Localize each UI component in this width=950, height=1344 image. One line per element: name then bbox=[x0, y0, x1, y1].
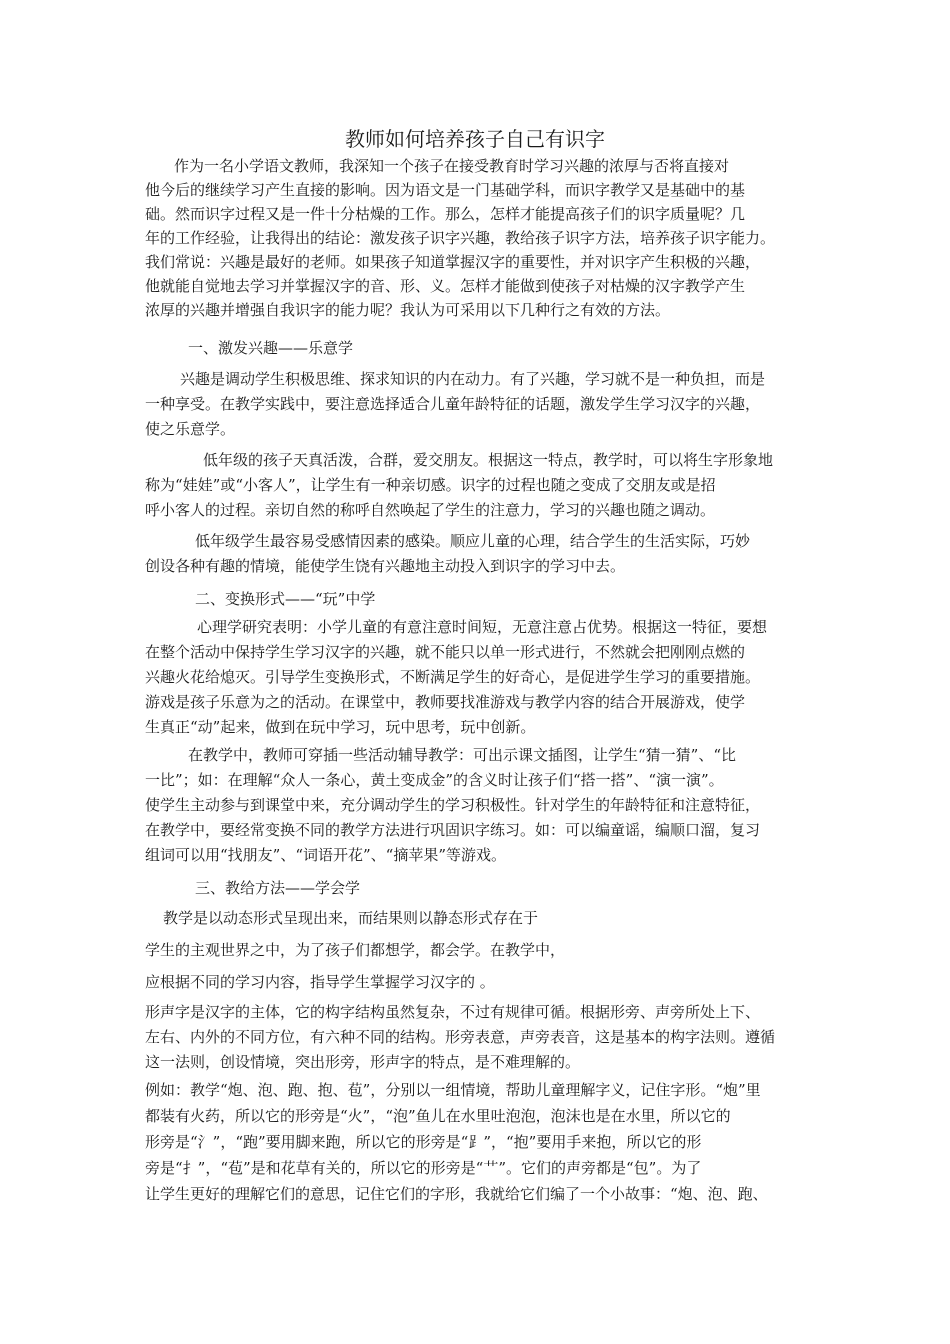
document-title: 教师如何培养孩子自己有识字 bbox=[345, 127, 605, 151]
text-line: 旁是“扌”，“苞”是和花草有关的，所以它的形旁是“艹”。它们的声旁都是“包”。为了 bbox=[145, 1159, 702, 1177]
text-line: 形旁是“氵”，“跑”要用脚来跑，所以它的形旁是“⻊”，“抱”要用手来抱，所以它的形 bbox=[145, 1133, 702, 1151]
text-line: 础。然而识字过程又是一件十分枯燥的工作。那么，怎样才能提高孩子们的识字质量呢？几 bbox=[145, 205, 746, 223]
text-line: 我们常说：兴趣是最好的老师。如果孩子知道掌握汉字的重要性，并对识字产生积极的兴趣， bbox=[145, 253, 761, 271]
section-heading-3 bbox=[145, 876, 819, 900]
text-line: 这一法则，创设情境，突出形旁，形声字的特点，是不难理解的。 bbox=[145, 1053, 581, 1071]
text-line: 让学生更好的理解它们的意思，记住它们的字形，我就给它们编了一个小故事：“炮、泡、跑、 bbox=[145, 1185, 768, 1203]
heading-text: 三、教给方法——学会学 bbox=[195, 879, 361, 897]
text-line: 在教学中，要经常变换不同的教学方法进行巩固识字练习。如：可以编童谣，编顺口溜，复习 bbox=[145, 821, 761, 839]
section3-line-b bbox=[145, 938, 819, 962]
text-line: 应根据不同的学习内容，指导学生掌握学习汉字的 。 bbox=[145, 973, 495, 991]
heading-text: 二、变换形式——“玩”中学 bbox=[195, 590, 376, 608]
section2-paragraph-1 bbox=[145, 615, 819, 740]
section1-paragraph-3 bbox=[145, 529, 819, 579]
text-line: 形声字是汉字的主体，它的构字结构虽然复杂，不过有规律可循。根据形旁、声旁所处上下、 bbox=[145, 1003, 761, 1021]
text-line: 在教学中，教师可穿插一些活动辅导教学：可出示课文插图，让学生“猜一猜”、“比 bbox=[188, 746, 737, 764]
text-line: 低年级学生最容易受感情因素的感染。顺应儿童的心理，结合学生的生活实际，巧妙 bbox=[195, 532, 751, 550]
text-line: 他就能自觉地去学习并掌握汉字的音、形、义。怎样才能做到使孩子对枯燥的汉字教学产生 bbox=[145, 277, 746, 295]
heading-text: 一、激发兴趣——乐意学 bbox=[188, 339, 354, 357]
text-line: 作为一名小学语文教师，我深知一个孩子在接受教育时学习兴趣的浓厚与否将直接对 bbox=[174, 157, 730, 175]
intro-paragraph bbox=[145, 154, 819, 322]
text-line: 教学是以动态形式呈现出来，而结果则以静态形式存在于 bbox=[163, 909, 539, 927]
text-line: 组词可以用“找朋友”、“词语开花”、“摘苹果”等游戏。 bbox=[145, 846, 507, 864]
text-line: 在整个活动中保持学生学习汉字的兴趣，就不能只以单一形式进行，不然就会把刚刚点燃的 bbox=[145, 643, 746, 661]
text-line: 兴趣是调动学生积极思维、探求知识的内在动力。有了兴趣，学习就不是一种负担，而是 bbox=[180, 370, 766, 388]
section1-paragraph-1 bbox=[145, 367, 819, 442]
text-line: 学生的主观世界之中，为了孩子们都想学，都会学。在教学中， bbox=[145, 941, 566, 959]
text-line: 都装有火药，所以它的形旁是“火”，“泡”鱼儿在水里吐泡泡，泡沫也是在水里，所以它的 bbox=[145, 1107, 731, 1125]
section-heading-2 bbox=[145, 587, 819, 611]
text-line: 心理学研究表明：小学儿童的有意注意时间短，无意注意占优势。根据这一特征，要想 bbox=[197, 618, 768, 636]
text-line: 一比”；如：在理解“众人一条心，黄土变成金”的含义时让孩子们“搭一搭”、“演一演”。 bbox=[145, 771, 724, 789]
text-line: 低年级的孩子天真活泼，合群，爱交朋友。根据这一特点，教学时，可以将生字形象地 bbox=[203, 451, 774, 469]
text-line: 左右、内外的不同方位，有六种不同的结构。形旁表意，声旁表音，这是基本的构字法则。遵循 bbox=[145, 1028, 776, 1046]
text-line: 生真正“动”起来，做到在玩中学习，玩中思考，玩中创新。 bbox=[145, 718, 536, 736]
text-line: 使学生主动参与到课堂中来，充分调动学生的学习积极性。针对学生的年龄特征和注意特征， bbox=[145, 796, 761, 814]
section3-line-c bbox=[145, 970, 819, 994]
text-line: 呼小客人的过程。亲切自然的称呼自然唤起了学生的注意力，学习的兴趣也随之调动。 bbox=[145, 501, 716, 519]
section2-paragraph-2 bbox=[145, 743, 819, 868]
text-line: 创设各种有趣的情境，能使学生饶有兴趣地主动投入到识字的学习中去。 bbox=[145, 557, 626, 575]
text-line: 一种享受。在教学实践中，要注意选择适合儿童年龄特征的话题，激发学生学习汉字的兴趣， bbox=[145, 395, 761, 413]
text-line: 浓厚的兴趣并增强自我识字的能力呢？我认为可采用以下几种行之有效的方法。 bbox=[145, 301, 671, 319]
section-heading-1 bbox=[145, 336, 819, 360]
text-line: 称为“娃娃”或“小客人”，让学生有一种亲切感。识字的过程也随之变成了交朋友或是招 bbox=[145, 476, 716, 494]
text-line: 兴趣火花给熄灭。引导学生变换形式，不断满足学生的好奇心，是促进学生学习的重要措施。 bbox=[145, 668, 761, 686]
text-line: 例如：教学“炮、泡、跑、抱、苞”，分别以一组情境，帮助儿童理解字义，记住字形。“炮”里 bbox=[145, 1081, 761, 1099]
text-line: 使之乐意学。 bbox=[145, 420, 236, 438]
text-line: 他今后的继续学习产生直接的影响。因为语文是一门基础学科，而识字教学又是基础中的基 bbox=[145, 181, 746, 199]
section3-paragraph-2 bbox=[145, 1000, 819, 1075]
text-line: 游戏是孩子乐意为之的活动。在课堂中，教师要找准游戏与教学内容的结合开展游戏，使学 bbox=[145, 693, 746, 711]
section3-paragraph-3 bbox=[145, 1077, 819, 1207]
section1-paragraph-2 bbox=[145, 448, 819, 523]
section3-line-a bbox=[145, 906, 819, 930]
text-line: 年的工作经验，让我得出的结论：激发孩子识字兴趣，教给孩子识字方法，培养孩子识字能力。 bbox=[145, 229, 776, 247]
